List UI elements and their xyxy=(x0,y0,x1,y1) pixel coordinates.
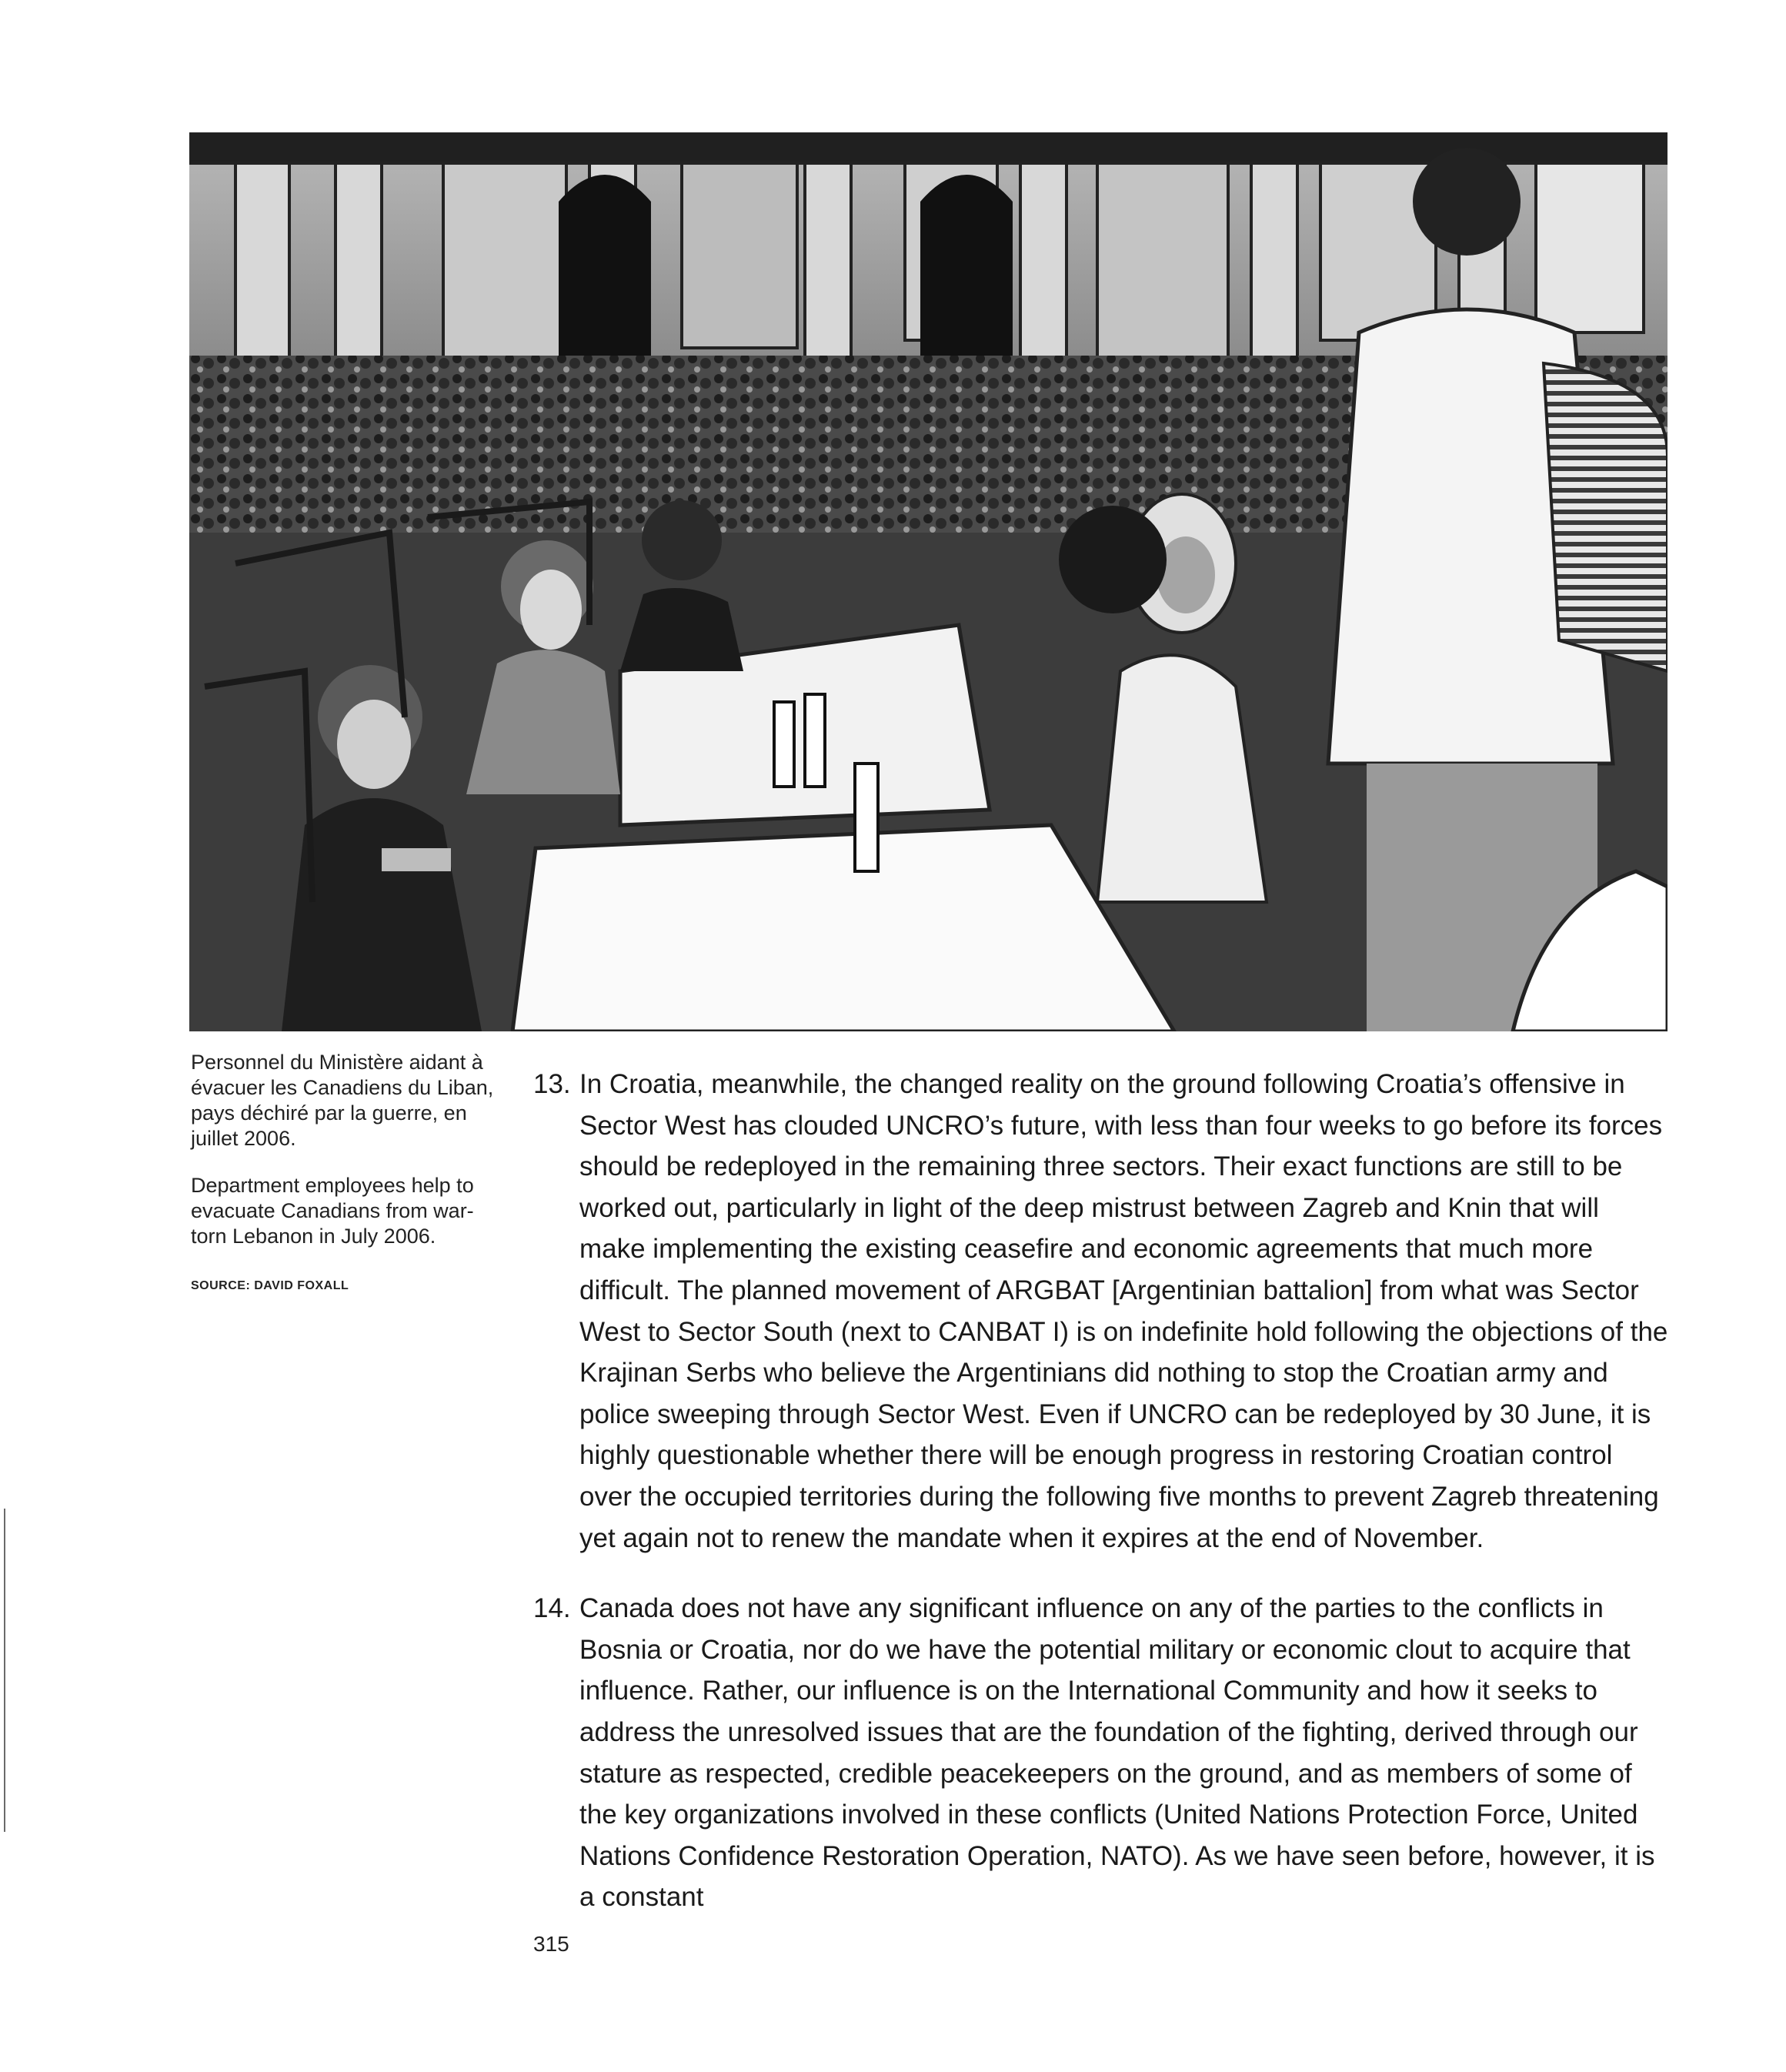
caption-source: SOURCE: DAVID FOXALL xyxy=(191,1279,349,1292)
page-number: 315 xyxy=(533,1932,569,1956)
photo-caption xyxy=(191,1050,499,1315)
paragraph-number: 14. xyxy=(533,1593,571,1624)
caption-french: Personnel du Ministère aidant à évacuer les Canadiens du Liban, pays déchiré par la guerre, en juillet 2006. xyxy=(191,1051,494,1150)
evacuation-photo xyxy=(189,132,1667,1031)
paragraph-14 xyxy=(533,1588,1672,1918)
paragraph-text: Canada does not have any significant influence on any of the parties to the conflicts in Bosnia or Croatia, nor do we have the potential military or economic clout to acquire that influence. Rather, our influence is on the International Community and how it seeks to address the unresolved issues that are the foundation of the fighting, derived through our stature as respected, credible peacekeepers on the ground, and as members of some of the key organizations involved in these conflicts (United Nations Protection Force, United Nations Confidence Restoration Operation, NATO). As we have seen before, however, it is a constant xyxy=(579,1593,1655,1913)
paragraph-13 xyxy=(533,1064,1672,1559)
margin-rule xyxy=(4,1509,5,1832)
caption-english: Department employees help to evacuate Canadians from war-torn Lebanon in July 2006. xyxy=(191,1174,474,1248)
body-text xyxy=(533,1064,1672,1947)
paragraph-text: In Croatia, meanwhile, the changed reality on the ground following Croatia’s offensive in Sector West has clouded UNCRO’s future, with less than four weeks to go before its forces should be redeployed in the remaining three sectors. Their exact functions are still to be worked out, particularly in light of the deep mistrust between Zagreb and Knin that will make implementing the existing ceasefire and economic agreements that much more difficult. The planned movement of ARGBAT [Argentinian battalion] from what was Sector West to Sector South (next to CANBAT I) is on indefinite hold following the objections of the Krajinan Serbs who believe the Argentinians did nothing to stop the Croatian army and police sweeping through Sector West. Even if UNCRO can be redeployed by 30 June, it is highly questionable whether there will be enough progress in restoring Croatian control over the occupied territories during the following five months to prevent Zagreb threatening yet again not to renew the mandate when it expires at the end of November. xyxy=(579,1069,1668,1553)
photo-illustration xyxy=(189,132,1667,1031)
paragraph-number: 13. xyxy=(533,1069,571,1099)
